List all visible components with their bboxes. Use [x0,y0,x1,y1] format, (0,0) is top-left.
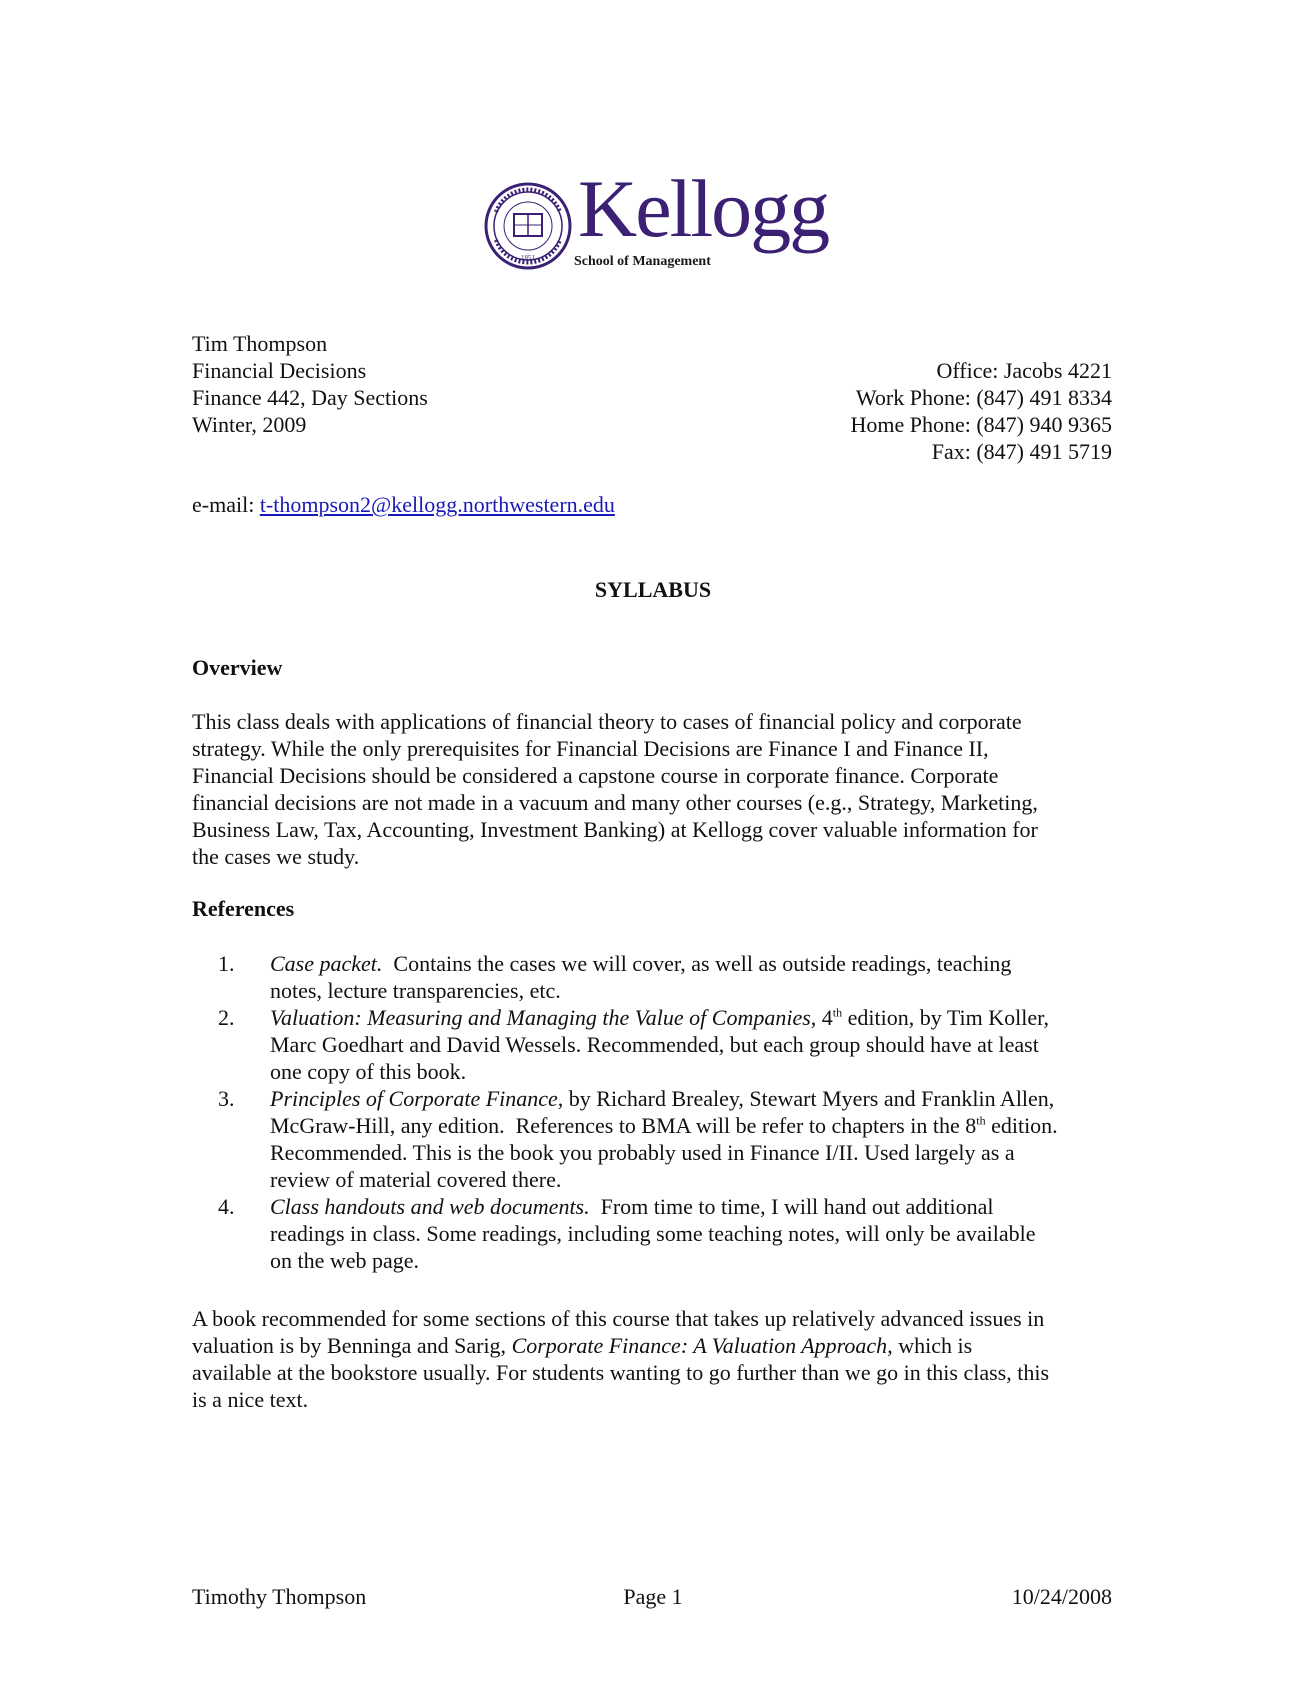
reference-item [192,950,1122,1004]
reference-text: one copy of this book. [270,1059,467,1084]
reference-text: Recommended. This is the book you probably used in Finance I/II. Used largely as a [270,1140,1015,1165]
kellogg-wordmark: Kellogg [578,163,829,254]
reference-number: 1. [218,951,235,976]
footer-date: 10/24/2008 [1011,1584,1112,1609]
overview-line: the cases we study. [192,844,360,869]
page-title: SYLLABUS [594,577,712,602]
reference-number: 4. [218,1194,235,1219]
reference-text: notes, lecture transparencies, etc. [270,978,561,1003]
reference-title: Case packet. [270,951,383,976]
book-note-text: valuation is by Benninga and Sarig, [192,1333,512,1358]
reference-title: Principles of Corporate Finance, [270,1086,564,1111]
reference-text: review of material covered there. [270,1167,562,1192]
course-term: Winter, 2009 [192,412,307,437]
overview-line: Financial Decisions should be considered a capstone course in corporate finance. Corporate [192,763,999,788]
overview-paragraph [192,708,1112,870]
book-note-paragraph [192,1305,1122,1413]
fax-number: Fax: (847) 491 5719 [931,439,1112,464]
reference-text: edition. [985,1113,1058,1138]
office-location: Office: Jacobs 4221 [936,358,1112,383]
ordinal-suffix: th [832,1005,843,1020]
reference-title: Class handouts and web documents. [270,1194,590,1219]
overview-line: strategy. While the only prerequisites for Financial Decisions are Finance I and Finance II, [192,736,989,761]
footer-page-number: Page 1 [623,1584,683,1609]
book-note-line: A book recommended for some sections of this course that takes up relatively advanced issues in [192,1306,1045,1331]
reference-item [192,1004,1122,1085]
book-note-text: , which is [887,1333,973,1358]
overview-heading: Overview [192,655,283,680]
overview-line: This class deals with applications of financial theory to cases of financial policy and corporate [192,709,1022,734]
email-line [192,492,615,518]
work-phone: Work Phone: (847) 491 8334 [855,385,1112,410]
overview-line: financial decisions are not made in a vacuum and many other courses (e.g., Strategy, Marketing, [192,790,1038,815]
header-left-block [192,330,428,438]
ordinal-suffix: th [976,1113,986,1128]
reference-text: From time to time, I will hand out additional [589,1194,994,1219]
email-link[interactable]: t-thompson2@kellogg.northwestern.edu [259,492,615,517]
reference-text: readings in class. Some readings, including some teaching notes, will only be available [270,1221,1036,1246]
course-section: Finance 442, Day Sections [192,385,428,410]
footer-author: Timothy Thompson [192,1584,367,1609]
book-title: Corporate Finance: A Valuation Approach [511,1333,888,1358]
reference-number: 3. [218,1086,235,1111]
home-phone: Home Phone: (847) 940 9365 [850,412,1112,437]
references-heading: References [192,896,295,921]
book-note-line: is a nice text. [192,1387,309,1412]
kellogg-logo [484,163,844,278]
reference-title: Valuation: Measuring and Managing the Value of Companies, [270,1005,817,1030]
reference-item [192,1193,1122,1274]
instructor-name: Tim Thompson [192,331,328,356]
reference-edition: 4 [816,1005,833,1030]
reference-number: 2. [218,1005,235,1030]
book-note-line: available at the bookstore usually. For students wanting to go further than we go in this class, this [192,1360,1050,1385]
email-label: e-mail: [192,492,260,517]
reference-text: by Richard Brealey, Stewart Myers and Franklin Allen, [563,1086,1055,1111]
header-right-block [850,357,1112,465]
course-name: Financial Decisions [192,358,367,383]
svg-text:1851: 1851 [521,254,535,262]
reference-text: McGraw-Hill, any edition. References to BMA will be refer to chapters in the 8 [270,1113,977,1138]
references-list [192,950,1122,1274]
reference-text: edition, by Tim Koller, [842,1005,1050,1030]
overview-line: Business Law, Tax, Accounting, Investment Banking) at Kellogg cover valuable information for [192,817,1038,842]
reference-text: Marc Goedhart and David Wessels. Recommended, but each group should have at least [270,1032,1039,1057]
reference-text: Contains the cases we will cover, as well as outside readings, teaching [382,951,1012,976]
reference-text: on the web page. [270,1248,420,1273]
northwestern-seal-icon [484,182,572,270]
logo-subtitle: School of Management [574,254,711,269]
reference-item [192,1085,1122,1193]
